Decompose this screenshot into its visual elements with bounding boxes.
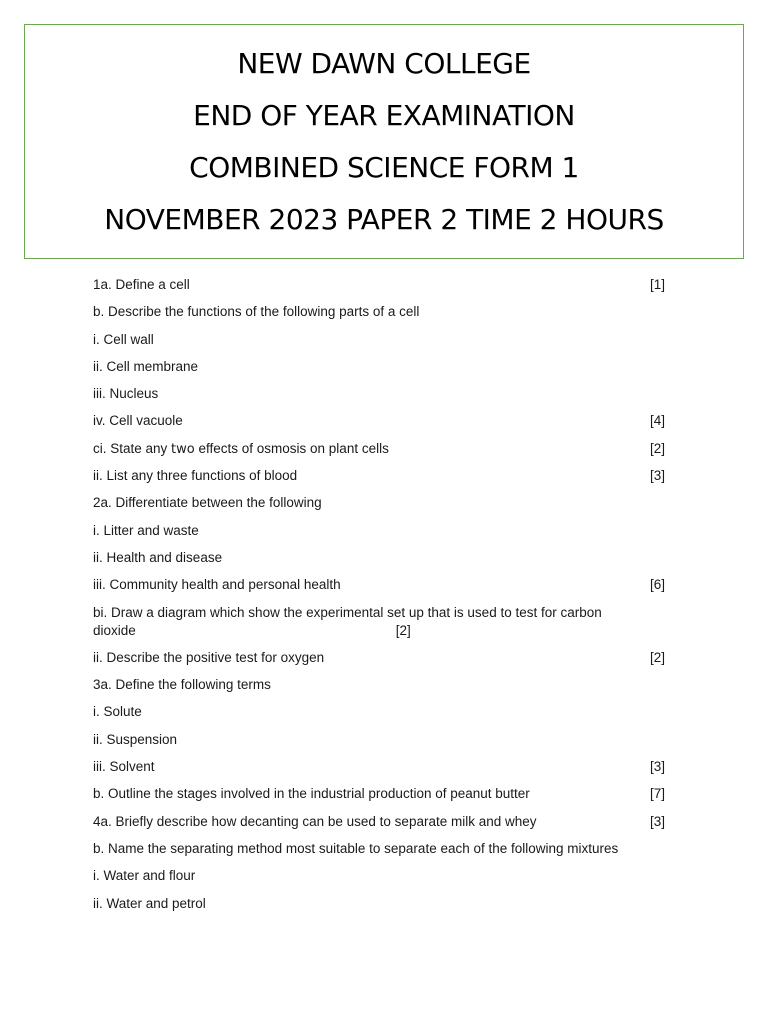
question-mark: [4] bbox=[649, 413, 665, 429]
question-item bbox=[93, 576, 673, 594]
question-text: ii. Water and petrol bbox=[93, 895, 206, 911]
question-text-part: effects of osmosis on plant cells bbox=[194, 440, 389, 456]
question-item bbox=[93, 467, 673, 485]
question-item bbox=[93, 494, 673, 512]
question-text: b. Outline the stages involved in the industrial production of peanut butter bbox=[93, 786, 530, 802]
question-item bbox=[93, 358, 673, 376]
question-text-continued bbox=[93, 622, 643, 640]
exam-header bbox=[24, 24, 744, 259]
question-text-emphasis: two bbox=[171, 441, 195, 457]
question-text: ii. Describe the positive test for oxygen bbox=[93, 649, 325, 665]
question-text: bi. Draw a diagram which show the experimental set up that is used to test for carbon bbox=[93, 604, 602, 620]
question-text: 4a. Briefly describe how decanting can be used to separate milk and whey bbox=[93, 813, 537, 829]
question-text: 2a. Differentiate between the following bbox=[93, 495, 322, 511]
question-item bbox=[93, 649, 673, 667]
question-mark: [2] bbox=[649, 440, 665, 456]
question-mark: [3] bbox=[649, 813, 665, 829]
question-text: ii. Cell membrane bbox=[93, 358, 199, 374]
question-item bbox=[93, 703, 673, 721]
question-item bbox=[93, 303, 673, 321]
question-list bbox=[93, 276, 673, 922]
school-name: NEW DAWN COLLEGE bbox=[237, 46, 531, 80]
question-text: b. Name the separating method most suitable to separate each of the following mixtures bbox=[93, 840, 619, 856]
question-item bbox=[93, 412, 673, 430]
question-text: b. Describe the functions of the following parts of a cell bbox=[93, 304, 420, 320]
question-item bbox=[93, 522, 673, 540]
question-text: iii. Solvent bbox=[93, 759, 155, 775]
question-text: iii. Community health and personal health bbox=[93, 577, 341, 593]
paper-details: NOVEMBER 2023 PAPER 2 TIME 2 HOURS bbox=[104, 202, 664, 236]
exam-title: END OF YEAR EXAMINATION bbox=[193, 98, 575, 132]
question-item bbox=[93, 676, 673, 694]
question-text: 1a. Define a cell bbox=[93, 277, 190, 292]
question-item bbox=[93, 604, 643, 640]
question-item bbox=[93, 331, 673, 349]
question-item bbox=[93, 840, 673, 858]
question-mark: [1] bbox=[649, 277, 665, 292]
question-mark: [3] bbox=[649, 759, 665, 775]
question-item bbox=[93, 440, 673, 458]
question-text: i. Water and flour bbox=[93, 868, 196, 884]
question-text: iii. Nucleus bbox=[93, 386, 159, 402]
question-text: i. Cell wall bbox=[93, 331, 154, 347]
question-text-part: dioxide bbox=[93, 622, 136, 638]
question-item bbox=[93, 385, 673, 403]
question-item bbox=[93, 813, 673, 831]
question-item bbox=[93, 276, 673, 294]
question-text: i. Solute bbox=[93, 704, 142, 720]
question-text: 3a. Define the following terms bbox=[93, 677, 271, 693]
question-item bbox=[93, 549, 673, 567]
subject-title: COMBINED SCIENCE FORM 1 bbox=[189, 150, 579, 184]
question-mark: [6] bbox=[649, 577, 665, 593]
question-mark: [3] bbox=[649, 468, 665, 484]
question-mark: [2] bbox=[649, 649, 665, 665]
question-text: ii. Health and disease bbox=[93, 549, 223, 565]
question-mark: [7] bbox=[649, 786, 665, 802]
question-text: iv. Cell vacuole bbox=[93, 413, 183, 429]
question-item bbox=[93, 785, 673, 803]
question-item bbox=[93, 758, 673, 776]
question-mark: [2] bbox=[395, 622, 411, 638]
question-text: i. Litter and waste bbox=[93, 522, 199, 538]
question-item bbox=[93, 895, 673, 913]
question-text bbox=[93, 441, 389, 456]
question-text-part: ci. State any bbox=[93, 440, 172, 456]
question-item bbox=[93, 867, 673, 885]
question-item bbox=[93, 731, 673, 749]
question-text: ii. Suspension bbox=[93, 731, 178, 747]
question-text: ii. List any three functions of blood bbox=[93, 468, 298, 484]
